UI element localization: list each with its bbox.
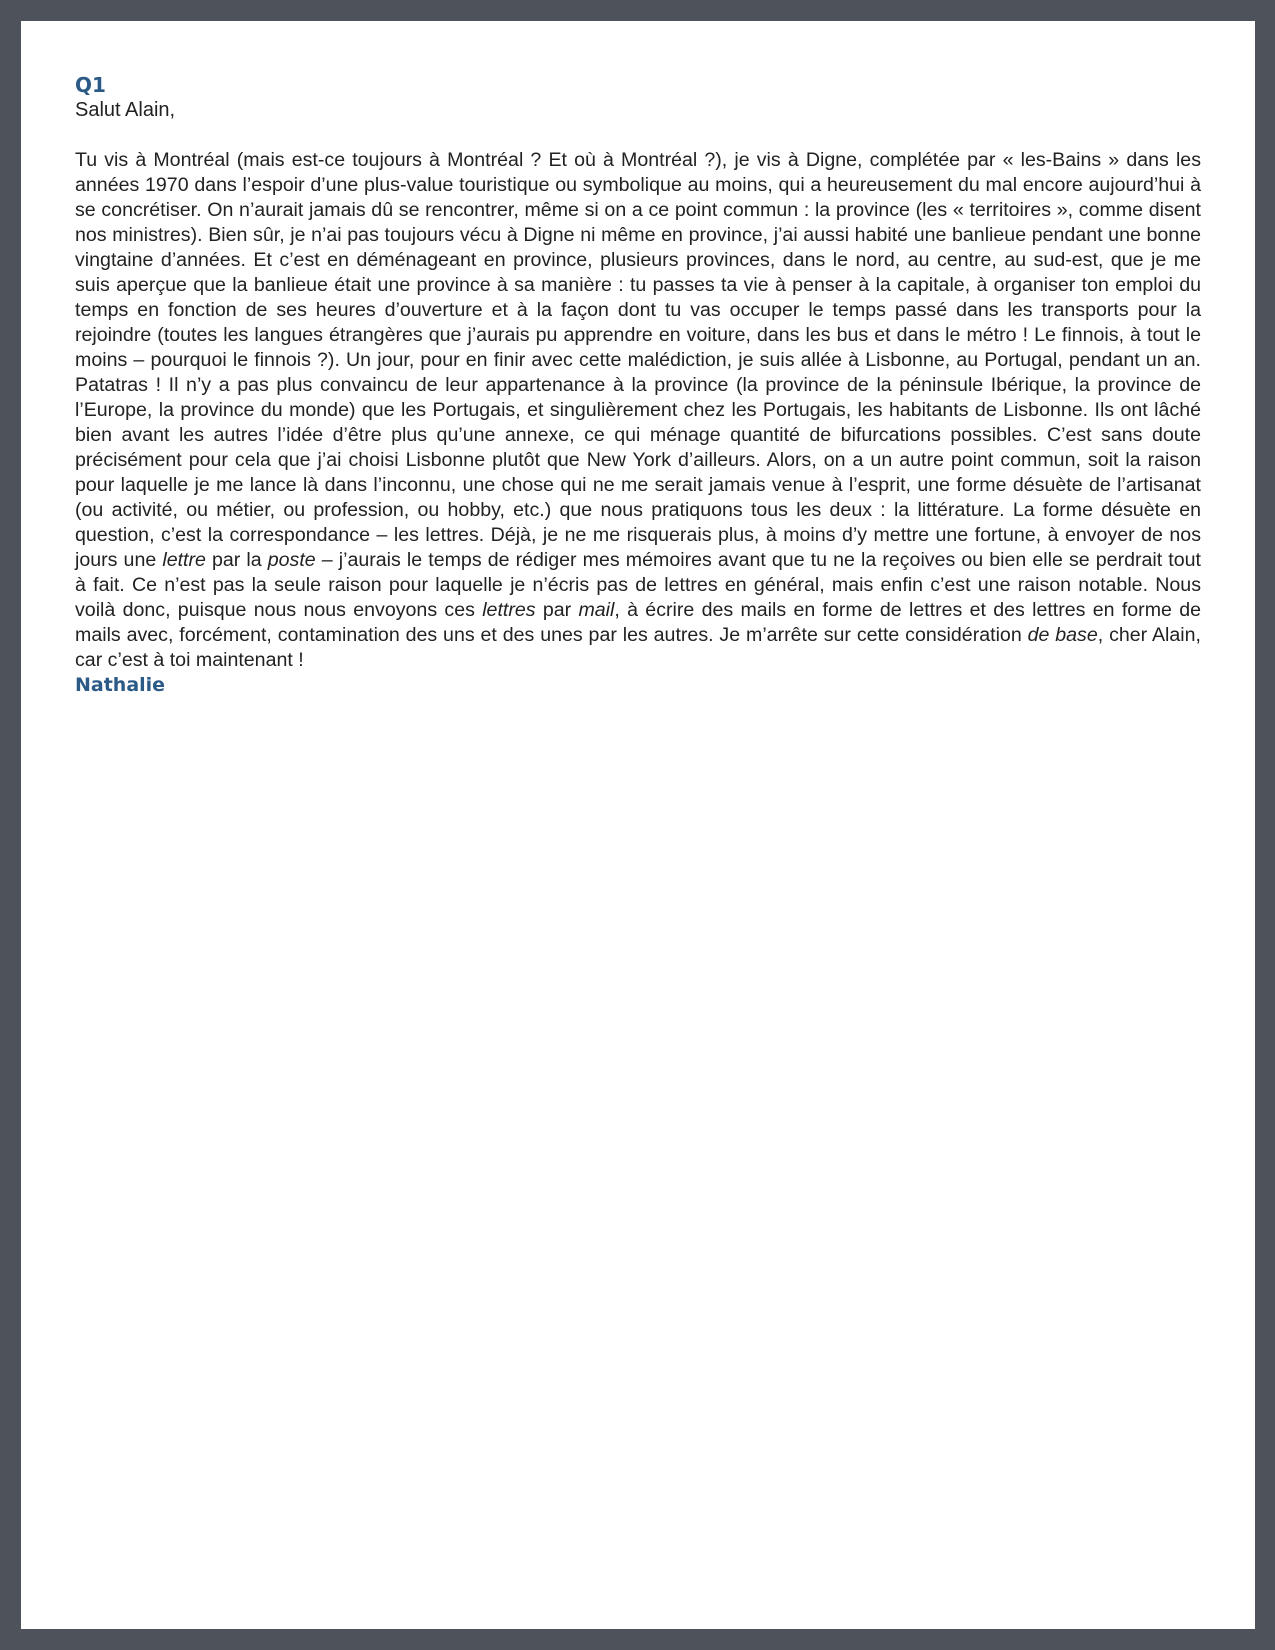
paragraph-spacer (75, 123, 1201, 148)
body-segment: – j’aurais le temps de rédiger mes mémoires avant que tu ne la reçoives ou bien elle se perdrait tout à fait. Ce n’est pas la seule raison pour laquelle je n’écris pas de lettres en général, mais enfin c’est une raison notable. Nous voilà donc, puisque nous nous envoyons ces (75, 549, 1201, 621)
body-segment: Tu vis à Montréal (mais est-ce toujours à Montréal ? Et où à Montréal ?), je vis à Digne, complétée par « les-Bains » dans les années 1970 dans l’espoir d’une plus-value touristique ou symbolique au moins, qui a heureusement du mal encore aujourd’hui à se concrétiser. On n’aurait jamais dû se rencontrer, même si on a ce point commun : la province (les « territoires », comme disent nos ministres). Bien sûr, je n’ai pas toujours vécu à Digne ni même en province, j’ai aussi habité une banlieue pendant une bonne vingtaine d’années. Et c’est en déménageant en province, plusieurs provinces, dans le nord, au centre, au sud-est, que je me suis aperçue que la banlieue était une province à sa manière : tu passes ta vie à penser à la capitale, à organiser ton emploi du temps en fonction de ses heures d’ouverture et à la façon dont tu vas occuper le temps passé dans les transports pour la rejoindre (toutes les langues étrangères que j’aurais pu apprendre en voiture, dans les bus et dans le métro ! Le finnois, à tout le moins – pourquoi le finnois ?). Un jour, pour en finir avec cette malédiction, je suis allée à Lisbonne, au Portugal, pendant un an. Patatras ! Il n’y a pas plus convaincu de leur appartenance à la province (la province de la péninsule Ibérique, la province de l’Europe, la province du monde) que les Portugais, et singulièrement chez les Portugais, les habitants de Lisbonne. Ils ont lâché bien avant les autres l’idée d’être plus qu’une annexe, ce qui ménage quantité de bifurcations possibles. C’est sans doute précisément pour cela que j’ai choisi Lisbonne plutôt que New York d’ailleurs. Alors, on a un autre point commun, soit la raison pour laquelle je me lance là dans l’inconnu, une chose qui ne me serait jamais venue à l’esprit, une forme désuète de l’artisanat (ou activité, ou métier, ou profession, ou hobby, etc.) que nous pratiquons tous les deux : la littérature. La forme désuète en question, c’est la correspondance – les lettres. Déjà, je ne me risquerais plus, à moins d’y mettre une fortune, à envoyer de nos jours une (75, 149, 1201, 571)
body-segment-italic: lettres (482, 599, 536, 621)
body-segment: par la (205, 549, 268, 571)
body-segment: , cher Alain, car c’est à toi maintenant ! (75, 624, 1201, 671)
salutation: Salut Alain, (75, 99, 176, 121)
body-segment-italic: lettre (162, 549, 206, 571)
body-segment-italic: de base (1027, 624, 1098, 646)
body-segment: par (535, 599, 579, 621)
body-segment-italic: poste (267, 549, 316, 571)
document-page (21, 21, 1255, 1629)
letter-body (75, 148, 1201, 673)
letter-heading: Q1 (75, 73, 106, 97)
body-segment: , à écrire des mails en forme de lettres et des lettres en forme de mails avec, forcément, contamination des uns et des unes par les autres. Je m’arrête sur cette considération (75, 599, 1201, 646)
body-segment-italic: mail (578, 599, 615, 621)
signature: Nathalie (75, 674, 166, 696)
